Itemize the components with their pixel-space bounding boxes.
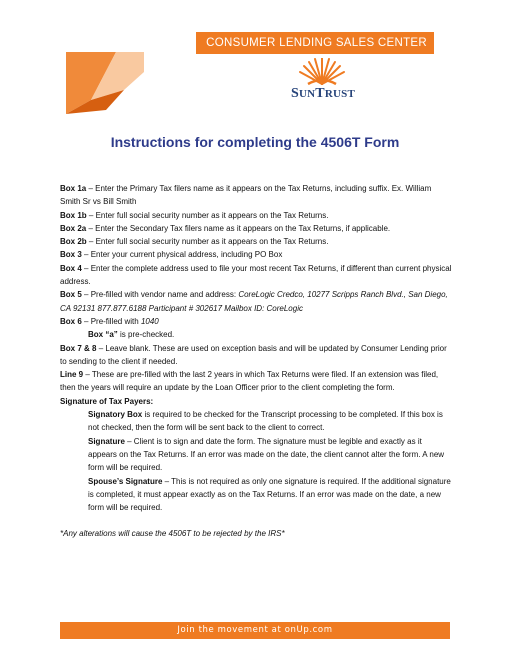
signature-line: Signature – Client is to sign and date the form. The signature must be legible and exactly as it appears on the Tax Returns. If an error was made on the date, the client cannot alter the form. A new form will be required. <box>88 436 445 473</box>
box-7-8-line: Box 7 & 8 – Leave blank. These are used on exception basis and will be updated by Consumer Lending prior to sending to the client if needed. <box>60 343 447 366</box>
orange-corner-graphic <box>66 52 146 118</box>
page-title: Instructions for completing the 4506T Form <box>110 134 400 150</box>
box-2b-line: Box 2b – Enter full social security number as it appears on the Tax Returns. <box>60 237 329 247</box>
signatory-box-line: Signatory Box is required to be checked for the Transcript processing to be completed. If this box is not checked, then the form will be sent back to the client to correct. <box>88 410 443 433</box>
spacer <box>60 514 452 527</box>
box-6-line: Box 6 – Pre-filled with 1040 <box>60 316 159 326</box>
irs-note: *Any alterations will cause the 4506T to be rejected by the IRS* <box>60 529 285 539</box>
box-3-line: Box 3 – Enter your current physical address, including PO Box <box>60 250 283 260</box>
line-9-line: Line 9 – These are pre-filled with the last 2 years in which Tax Returns were filed. If an extension was filed, then the years will require an update by the Loan Officer prior to the client completing the form. <box>60 370 439 393</box>
box-2a-line: Box 2a – Enter the Secondary Tax filers name as it appears on the Tax Returns, if applicable. <box>60 223 391 233</box>
box-5-line: Box 5 – Pre-filled with vendor name and address: CoreLogic Credco, 10277 Scripps Ranch Blvd., San Diego, CA 92131 877.877.6188 Participant # 302617 Mailbox ID: CoreLogic <box>60 290 448 313</box>
signature-heading: Signature of Tax Payers: <box>60 396 154 406</box>
instructions-body <box>60 182 452 541</box>
footer-banner <box>60 622 450 639</box>
suntrust-wordmark: SUNTRUST <box>291 86 355 101</box>
box-6a-line: Box “a” is pre-checked. <box>88 330 175 340</box>
footer-text: Join the movement at onUp.com <box>177 625 333 635</box>
header-banner-text: CONSUMER LENDING SALES CENTER <box>206 37 427 49</box>
box-1a-line: Box 1a – Enter the Primary Tax filers name as it appears on the Tax Returns, including suffix. Ex. William Smith Sr vs Bill Smith <box>60 184 432 207</box>
spouse-signature-line: Spouse’s Signature – This is not required as only one signature is required. If the additional signature is completed, it must appear exactly as on the Tax Returns. If an error was made on the date, a new form will be required. <box>88 476 451 513</box>
header-banner <box>196 32 434 54</box>
box-4-line: Box 4 – Enter the complete address used to file your most recent Tax Returns, if different than current physical address. <box>60 263 452 287</box>
box-1b-line: Box 1b – Enter full social security number as it appears on the Tax Returns. <box>60 210 329 220</box>
